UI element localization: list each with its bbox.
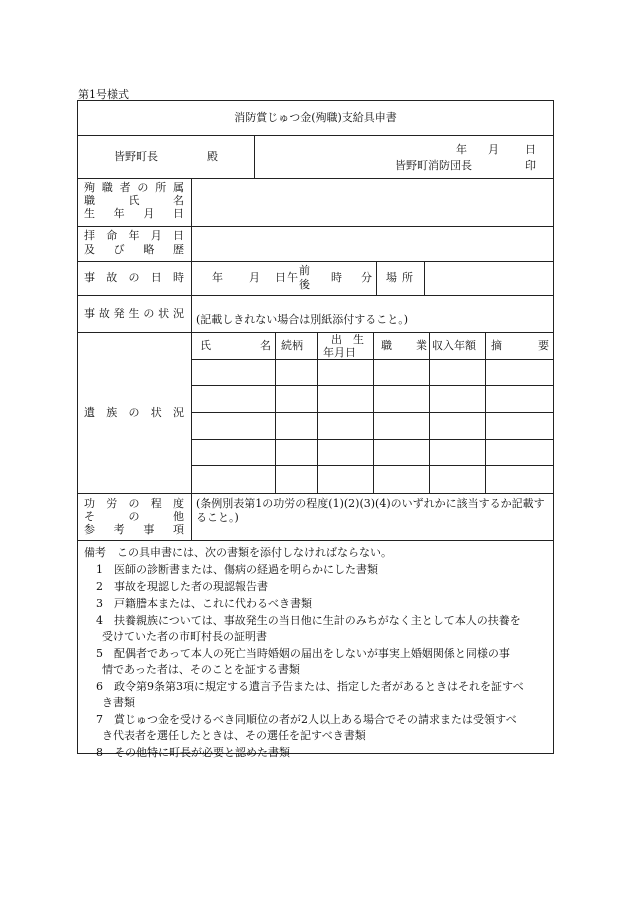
label-merit: 功労の程度 (84, 497, 184, 510)
accident-month: 月 (249, 271, 260, 284)
header-remark-a: 摘 (491, 339, 502, 352)
header-relation: 続柄 (281, 339, 303, 352)
note-item-7: 7 賞じゅつ金を受けるべき同順位の者が2人以上ある場合でその請求または受領すべ (96, 713, 517, 726)
merit-note: (条例別表第1の功労の程度(1)(2)(3)(4)のいずれかに該当するか記載すること。) (196, 497, 545, 524)
date-day: 日 (525, 143, 536, 156)
note-item-7-cont: き代表者を選任したときは、その選任を記すべき書類 (102, 729, 366, 742)
date-month: 月 (488, 143, 499, 156)
label-appointment-date: 拝命年月日 (84, 229, 184, 242)
note-item-5: 5 配偶者であって本人の死亡当時婚姻の届出をしないが事実上婚姻関係と同様の事 (96, 647, 510, 660)
note-item-5-cont: 情であった者は、そのことを証する書類 (102, 663, 300, 676)
header-income: 収入年額 (432, 339, 476, 352)
note-item-4: 4 扶養親族については、事故発生の当日他に生計のみちがなく主として本人の扶養を (96, 614, 521, 627)
accident-hour: 時 (331, 271, 342, 284)
header-job-a: 職 (381, 339, 392, 352)
note-item-2: 2 事故を現認した者の現認報告書 (96, 580, 268, 593)
seal: 印 (525, 159, 536, 172)
header-job-b: 業 (416, 339, 427, 352)
accident-day: 日 (275, 271, 286, 284)
header-name-b: 名 (260, 339, 271, 352)
label-accident-time: 事故の日時 (84, 271, 184, 284)
applicant: 皆野町消防団長 (395, 159, 472, 172)
note-item-6: 6 政令第9条第3項に規定する遺言予告または、指定した者があるときはそれを証すべ (96, 680, 524, 693)
label-reference: 参考事項 (84, 523, 184, 536)
note-item-8: 8 その他特に町長が必要と認めた書類 (96, 746, 290, 759)
label-accident-status: 事故発生の状況 (84, 307, 184, 320)
label-place: 場所 (386, 271, 418, 284)
label-other: そ の 他 (84, 510, 184, 523)
label-family-status: 遺族の状況 (84, 406, 184, 419)
header-birth-top: 出 生 (331, 333, 364, 346)
label-birthdate: 生 年 月 日 (84, 207, 184, 220)
accident-minute: 分 (361, 271, 372, 284)
accident-am: 前 (299, 264, 310, 277)
label-career: 及 び 略 歴 (84, 243, 184, 256)
note-item-4-cont: 受けていた者の市町村長の証明書 (102, 630, 267, 643)
header-remark-b: 要 (538, 339, 549, 352)
label-title-name: 職 氏 名 (84, 194, 184, 207)
form-title: 消防賞じゅつ金(殉職)支給具申書 (234, 111, 397, 124)
accident-ampm-wu: 午 (287, 271, 298, 284)
note-item-6-cont: き書類 (102, 696, 135, 709)
addressee: 皆野町長 (114, 150, 158, 163)
date-year: 年 (456, 143, 467, 156)
addressee-suffix: 殿 (207, 150, 218, 163)
form-number: 第1号様式 (78, 88, 129, 101)
notes-heading: 備考 この具申書には、次の書類を添付しなければならない。 (84, 546, 392, 559)
note-item-3: 3 戸籍謄本または、これに代わるべき書類 (96, 597, 312, 610)
note-item-1: 1 医師の診断書または、傷病の経過を明らかにした書類 (96, 563, 378, 576)
accident-year: 年 (212, 271, 223, 284)
header-birth-bottom: 年月日 (323, 346, 356, 359)
accident-pm: 後 (299, 278, 310, 291)
accident-status-note: (記載しきれない場合は別紙添付すること。) (196, 313, 409, 326)
header-name-a: 氏 (200, 339, 211, 352)
label-affiliation: 殉職者の所属 (84, 181, 184, 194)
application-form (77, 100, 554, 759)
